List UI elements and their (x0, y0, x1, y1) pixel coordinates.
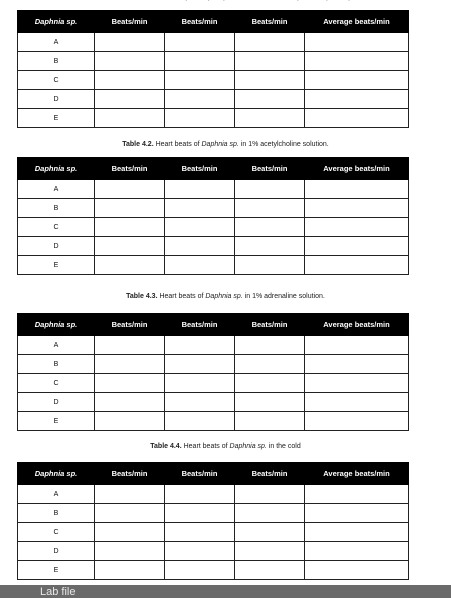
data-cell[interactable] (235, 218, 305, 237)
data-cell[interactable] (235, 504, 305, 523)
table-row (18, 393, 409, 412)
data-cell[interactable] (305, 542, 409, 561)
caption-text: in 1% adrenaline solution. (242, 293, 325, 300)
data-cell[interactable] (235, 523, 305, 542)
data-cell[interactable] (235, 71, 305, 90)
sample-label: A (18, 485, 95, 504)
data-cell[interactable] (165, 199, 235, 218)
table-row (18, 71, 409, 90)
data-cell[interactable] (305, 523, 409, 542)
sample-label: A (18, 180, 95, 199)
data-cell[interactable] (95, 523, 165, 542)
data-cell[interactable] (165, 393, 235, 412)
data-cell[interactable] (165, 90, 235, 109)
data-cell[interactable] (95, 90, 165, 109)
sample-label: D (18, 542, 95, 561)
data-cell[interactable] (305, 218, 409, 237)
table-row (18, 542, 409, 561)
data-cell[interactable] (95, 374, 165, 393)
data-cell[interactable] (305, 485, 409, 504)
sample-label: A (18, 336, 95, 355)
table-row (18, 237, 409, 256)
data-cell[interactable] (235, 485, 305, 504)
data-cell[interactable] (165, 542, 235, 561)
footer-bar (0, 585, 451, 598)
data-cell[interactable] (235, 542, 305, 561)
data-cell[interactable] (165, 504, 235, 523)
table-4-4 (17, 462, 409, 580)
col-header-beats-3: Beats/min (235, 314, 305, 336)
caption-species: Daphnia sp. (205, 293, 243, 300)
data-cell[interactable] (235, 52, 305, 71)
table-row (18, 485, 409, 504)
data-cell[interactable] (95, 237, 165, 256)
data-cell[interactable] (95, 542, 165, 561)
data-cell[interactable] (95, 180, 165, 199)
table-row (18, 52, 409, 71)
col-header-beats-2: Beats/min (165, 314, 235, 336)
table-4-2-caption (0, 141, 451, 148)
caption-label: Table 4.3. (126, 293, 158, 300)
sample-label: B (18, 355, 95, 374)
data-cell[interactable] (305, 256, 409, 275)
table-4-4-caption (0, 443, 451, 450)
data-cell[interactable] (165, 485, 235, 504)
col-header-beats-1: Beats/min (95, 463, 165, 485)
table-row (18, 504, 409, 523)
table-row (18, 218, 409, 237)
col-header-beats-2: Beats/min (165, 158, 235, 180)
col-header-species: Daphnia sp. (18, 314, 95, 336)
data-cell[interactable] (95, 393, 165, 412)
col-header-average: Average beats/min (305, 314, 409, 336)
header-row (18, 158, 409, 180)
sample-label: E (18, 561, 95, 580)
header-row (18, 463, 409, 485)
data-cell[interactable] (235, 561, 305, 580)
data-cell[interactable] (95, 355, 165, 374)
col-header-average: Average beats/min (305, 463, 409, 485)
table-row (18, 355, 409, 374)
data-cell[interactable] (95, 218, 165, 237)
sample-label: C (18, 71, 95, 90)
data-cell[interactable] (305, 237, 409, 256)
sample-label: C (18, 218, 95, 237)
data-cell[interactable] (95, 71, 165, 90)
col-header-average: Average beats/min (305, 11, 409, 33)
sample-label: E (18, 109, 95, 128)
col-header-species: Daphnia sp. (18, 11, 95, 33)
table-row (18, 256, 409, 275)
data-cell[interactable] (305, 33, 409, 52)
table-4-1-caption (0, 0, 451, 1)
data-cell[interactable] (165, 412, 235, 431)
col-header-beats-1: Beats/min (95, 314, 165, 336)
data-cell[interactable] (235, 374, 305, 393)
sample-label: D (18, 393, 95, 412)
data-cell[interactable] (305, 412, 409, 431)
data-cell[interactable] (165, 33, 235, 52)
caption-text (98, 0, 352, 1)
table-row (18, 374, 409, 393)
data-cell[interactable] (95, 412, 165, 431)
col-header-beats-2: Beats/min (165, 463, 235, 485)
table-row (18, 199, 409, 218)
col-header-beats-2: Beats/min (165, 11, 235, 33)
data-cell[interactable] (165, 561, 235, 580)
table-4-3 (17, 313, 409, 431)
sample-label: D (18, 237, 95, 256)
caption-text: in 1% acetylcholine solution. (238, 141, 329, 148)
data-cell[interactable] (305, 90, 409, 109)
data-cell[interactable] (235, 90, 305, 109)
caption-species: Daphnia sp. (229, 443, 267, 450)
data-cell[interactable] (165, 218, 235, 237)
table-row (18, 412, 409, 431)
data-cell[interactable] (95, 485, 165, 504)
caption-label: Table 4.4. (150, 443, 182, 450)
data-cell[interactable] (95, 504, 165, 523)
data-cell[interactable] (165, 355, 235, 374)
data-cell[interactable] (165, 374, 235, 393)
table-row (18, 523, 409, 542)
data-cell[interactable] (95, 561, 165, 580)
col-header-beats-1: Beats/min (95, 158, 165, 180)
data-cell[interactable] (305, 336, 409, 355)
data-cell[interactable] (305, 561, 409, 580)
data-cell[interactable] (235, 180, 305, 199)
data-cell[interactable] (95, 52, 165, 71)
col-header-species: Daphnia sp. (18, 463, 95, 485)
data-cell[interactable] (235, 393, 305, 412)
data-cell[interactable] (165, 256, 235, 275)
caption-species: Daphnia sp. (201, 141, 239, 148)
data-cell[interactable] (235, 33, 305, 52)
footer-label: Lab file (40, 586, 76, 598)
sample-label: E (18, 412, 95, 431)
col-header-beats-3: Beats/min (235, 463, 305, 485)
data-cell[interactable] (165, 71, 235, 90)
table-row (18, 90, 409, 109)
data-cell[interactable] (235, 336, 305, 355)
data-cell[interactable] (235, 412, 305, 431)
sample-label: A (18, 33, 95, 52)
col-header-average: Average beats/min (305, 158, 409, 180)
header-row (18, 314, 409, 336)
data-cell[interactable] (235, 256, 305, 275)
data-cell[interactable] (305, 71, 409, 90)
table-row (18, 33, 409, 52)
caption-text: Heart beats of (181, 443, 230, 450)
sample-label: C (18, 523, 95, 542)
data-cell[interactable] (95, 256, 165, 275)
data-cell[interactable] (165, 180, 235, 199)
data-cell[interactable] (165, 523, 235, 542)
col-header-beats-3: Beats/min (235, 11, 305, 33)
table-row (18, 180, 409, 199)
data-cell[interactable] (165, 237, 235, 256)
data-cell[interactable] (305, 393, 409, 412)
table-4-2 (17, 157, 409, 275)
col-header-beats-3: Beats/min (235, 158, 305, 180)
table-row (18, 109, 409, 128)
data-cell[interactable] (235, 355, 305, 374)
data-cell[interactable] (165, 52, 235, 71)
sample-label: D (18, 90, 95, 109)
data-cell[interactable] (95, 336, 165, 355)
sample-label: B (18, 199, 95, 218)
data-cell[interactable] (235, 109, 305, 128)
data-cell[interactable] (305, 180, 409, 199)
data-cell[interactable] (165, 109, 235, 128)
caption-text: in the cold (266, 443, 301, 450)
table-4-1 (17, 10, 409, 128)
caption-text: Heart beats of (157, 293, 206, 300)
data-cell[interactable] (95, 33, 165, 52)
sample-label: B (18, 504, 95, 523)
data-cell[interactable] (305, 374, 409, 393)
col-header-species: Daphnia sp. (18, 158, 95, 180)
sample-label: C (18, 374, 95, 393)
data-cell[interactable] (305, 109, 409, 128)
col-header-beats-1: Beats/min (95, 11, 165, 33)
sample-label: B (18, 52, 95, 71)
data-cell[interactable] (95, 109, 165, 128)
data-cell[interactable] (235, 199, 305, 218)
caption-text: Heart beats of (153, 141, 202, 148)
data-cell[interactable] (305, 355, 409, 374)
data-cell[interactable] (235, 237, 305, 256)
data-cell[interactable] (165, 336, 235, 355)
caption-label: Table 4.2. (122, 141, 154, 148)
table-4-3-caption (0, 293, 451, 300)
table-row (18, 561, 409, 580)
sample-label: E (18, 256, 95, 275)
table-row (18, 336, 409, 355)
data-cell[interactable] (95, 199, 165, 218)
data-cell[interactable] (305, 199, 409, 218)
header-row (18, 11, 409, 33)
data-cell[interactable] (305, 52, 409, 71)
data-cell[interactable] (305, 504, 409, 523)
